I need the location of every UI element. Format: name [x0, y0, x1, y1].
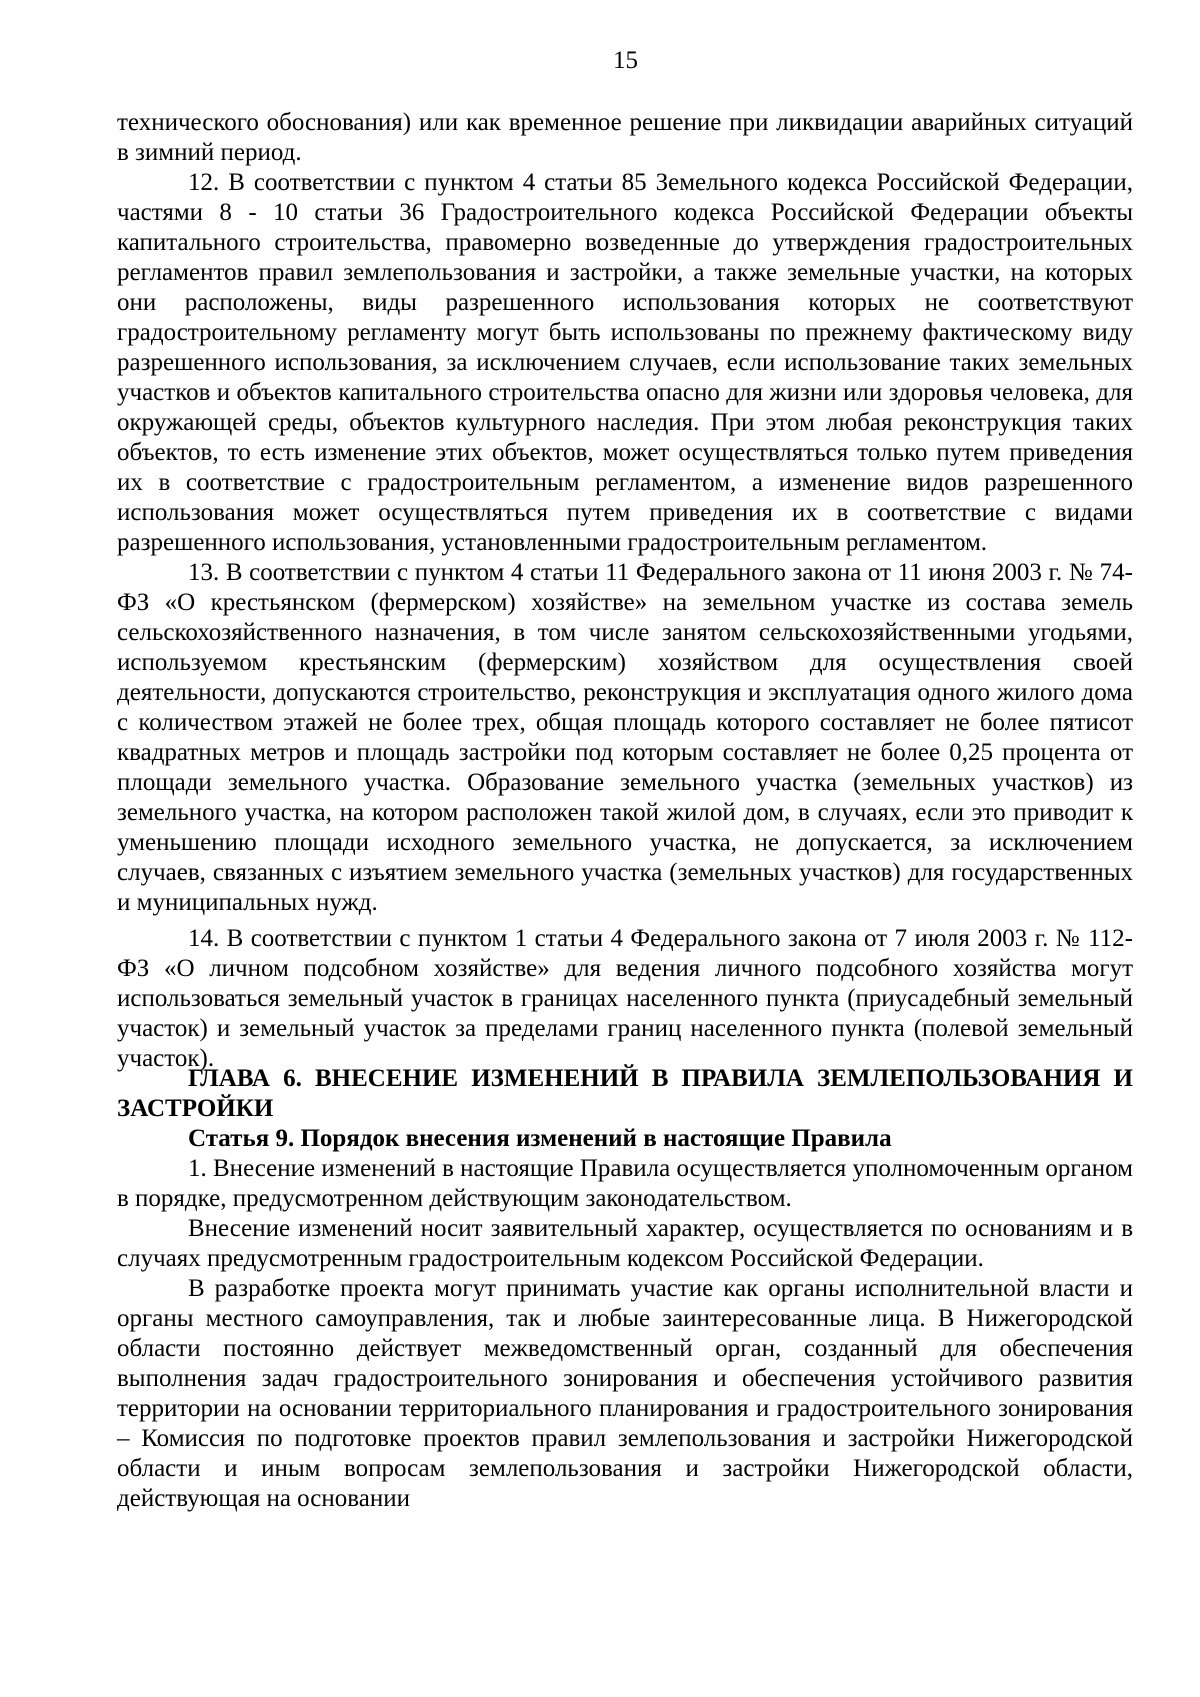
article-9-paragraph-1: 1. Внесение изменений в настоящие Правила осуществляется уполномоченным органом в порядке, предусмотренном действующим законодательством. — [117, 1155, 1133, 1212]
body-lower — [117, 1064, 1133, 1514]
page-number: 15 — [613, 47, 638, 74]
chapter-heading: ГЛАВА 6. ВНЕСЕНИЕ ИЗМЕНЕНИЙ В ПРАВИЛА ЗЕМЛЕПОЛЬЗОВАНИЯ И ЗАСТРОЙКИ — [117, 1065, 1133, 1122]
paragraph-item-12: 12. В соответствии с пунктом 4 статьи 85 Земельного кодекса Российской Федерации, частями 8 - 10 статьи 36 Градостроительного кодекса Российской Федерации объекты капитального строительства, правомерно возведенные до утверждения градостроительных регламентов правил землепользования и застройки, а также земельные участки, на которых они расположены, виды разрешенного использования которых не соответствуют градостроительному регламенту могут быть использованы по прежнему фактическому виду разрешенного использования, за исключением случаев, если использование таких земельных участков и объектов капитального строительства опасно для жизни или здоровья человека, для окружающей среды, объектов культурного наследия. При этом любая реконструкция таких объектов, то есть изменение этих объектов, может осуществляться только путем приведения их в соответствие с градостроительным регламентом, а изменение видов разрешенного использования может осуществляться путем приведения их в соответствие с видами разрешенного использования, установленными градостроительным регламентом. — [117, 169, 1133, 556]
article-heading: Статья 9. Порядок внесения изменений в настоящие Правила — [188, 1125, 892, 1152]
article-9-paragraph-3: В разработке проекта могут принимать участие как органы исполнительной власти и органы местного самоуправления, так и любые заинтересованные лица. В Нижегородской области постоянно действует межведомственный орган, созданный для обеспечения выполнения задач градостроительного зонирования и обеспечения устойчивого развития территории на основании территориального планирования и градостроительного зонирования – Комиссия по подготовке проектов правил землепользования и застройки Нижегородской области и иным вопросам землепользования и застройки Нижегородской области, действующая на основании — [117, 1275, 1133, 1512]
body-upper — [117, 108, 1133, 1074]
paragraph-item-13: 13. В соответствии с пунктом 4 статьи 11 Федерального закона от 11 июня 2003 г. № 74-ФЗ «О крестьянском (фермерском) хозяйстве» на земельном участке из состава земель сельскохозяйственного назначения, в том числе занятом сельскохозяйственными угодьями, используемом крестьянским (фермерским) хозяйством для осуществления своей деятельности, допускаются строительство, реконструкция и эксплуатация одного жилого дома с количеством этажей не более трех, общая площадь которого составляет не более пятисот квадратных метров и площадь застройки под которым составляет не более 0,25 процента от площади земельного участка. Образование земельного участка (земельных участков) из земельного участка, на котором расположен такой жилой дом, в случаях, если это приводит к уменьшению площади исходного земельного участка, не допускается, за исключением случаев, связанных с изъятием земельного участка (земельных участков) для государственных и муниципальных нужд. — [117, 559, 1133, 916]
paragraph-intro-continuation: технического обоснования) или как временное решение при ликвидации аварийных ситуаций в зимний период. — [117, 109, 1133, 166]
paragraph-item-14: 14. В соответствии с пунктом 1 статьи 4 Федерального закона от 7 июля 2003 г. № 112-ФЗ «О личном подсобном хозяйстве» для ведения личного подсобного хозяйства могут использоваться земельный участок в границах населенного пункта (приусадебный земельный участок) и земельный участок за пределами границ населенного пункта (полевой земельный участок). — [117, 925, 1133, 1072]
article-9-paragraph-2: Внесение изменений носит заявительный характер, осуществляется по основаниям и в случаях предусмотренным градостроительным кодексом Российской Федерации. — [117, 1215, 1133, 1272]
